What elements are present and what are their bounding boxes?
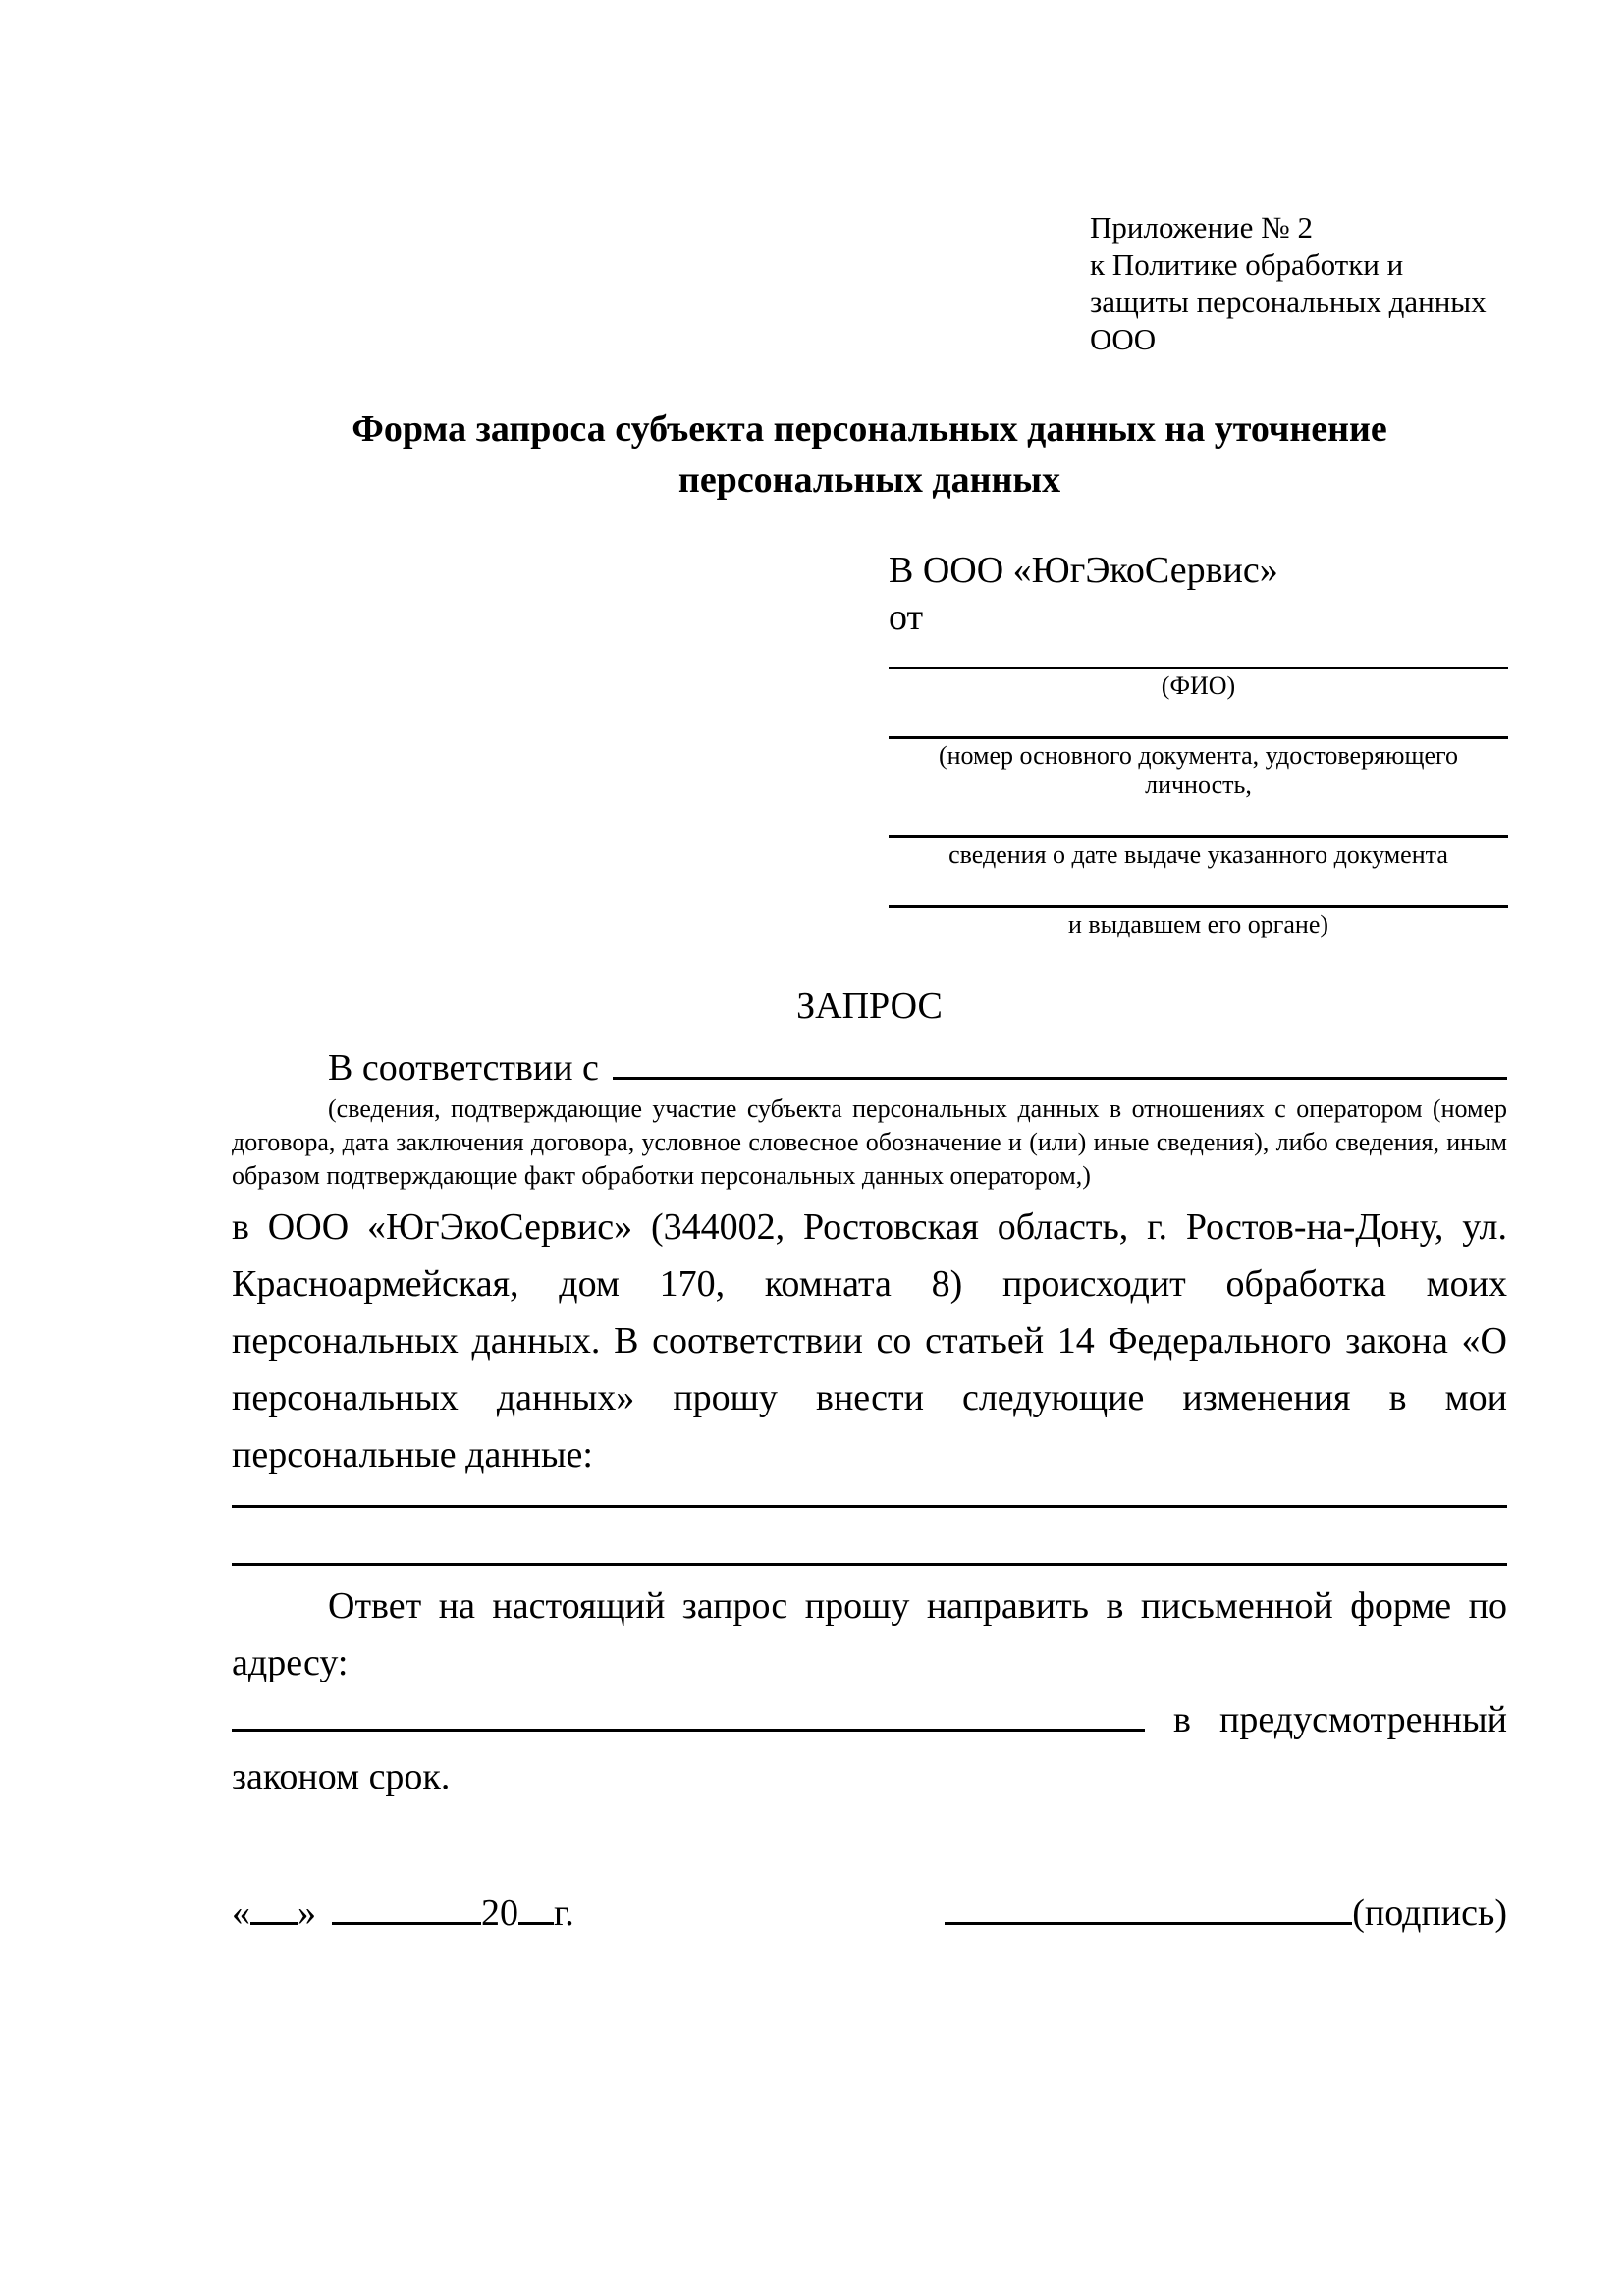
addressee-from-label: от — [889, 597, 924, 638]
appendix-line: Приложение № 2 — [1090, 210, 1313, 244]
answer-end: законом срок. — [232, 1756, 451, 1797]
month-input-line — [332, 1922, 481, 1925]
issue-date-input-line — [889, 800, 1508, 838]
fio-field — [889, 641, 1508, 701]
addressee-block — [889, 547, 1508, 939]
appendix-line: ООО — [1090, 322, 1157, 356]
signature-caption: (подпись) — [1352, 1893, 1507, 1934]
date-close-quote: » — [298, 1893, 316, 1934]
fio-input-line — [889, 641, 1508, 669]
accordance-lead: В соответствии с — [328, 1047, 599, 1089]
issuing-authority-caption: и выдавшем его органе) — [1067, 910, 1329, 938]
date-field — [232, 1890, 574, 1937]
date-open-quote: « — [232, 1893, 250, 1934]
signature-field — [945, 1890, 1507, 1937]
addressee-to: В ООО «ЮгЭкоСервис» — [889, 550, 1278, 591]
issue-date-caption: сведения о дате выдаче указанного документа — [948, 840, 1448, 869]
form-title: Форма запроса субъекта персональных данных на уточнение персональных данных — [352, 408, 1387, 501]
appendix-line: к Политике обработки и — [1090, 247, 1404, 282]
document-number-input-line — [889, 701, 1508, 739]
appendix-note — [1090, 209, 1542, 358]
date-year-prefix: 20 — [481, 1893, 518, 1934]
answer-word-in: в — [1173, 1699, 1191, 1740]
body-paragraph: в ООО «ЮгЭкоСервис» (344002, Ростовская область, г. Ростов-на-Дону, ул. Красноармейская, дом 170, комната 8) происходит обработка моих персональных данных. В соответствии со статьей 14 Федерального закона «О персональных данных» прошу внести следующие изменения в мои персональные данные: — [232, 1206, 1507, 1475]
changes-input-line — [232, 1483, 1507, 1508]
fio-caption: (ФИО) — [1161, 671, 1236, 700]
address-input-line — [232, 1729, 1145, 1732]
changes-input-line — [232, 1508, 1507, 1566]
year-input-line — [518, 1922, 554, 1925]
issuing-authority-input-line — [889, 870, 1508, 908]
answer-word-stipulated: предусмотренный — [1219, 1699, 1507, 1740]
document-number-field — [889, 701, 1508, 800]
day-input-line — [250, 1922, 298, 1925]
date-year-suffix: г. — [554, 1893, 574, 1934]
issue-date-field — [889, 800, 1508, 870]
issuing-authority-field — [889, 870, 1508, 939]
appendix-line: защиты персональных данных — [1090, 285, 1487, 319]
request-heading: ЗАПРОС — [796, 986, 943, 1027]
date-signature-row — [232, 1890, 1507, 1937]
signature-input-line — [945, 1922, 1352, 1925]
accordance-footnote: (сведения, подтверждающие участие субъекта персональных данных в отношениях с оператором (номер договора, дата заключения договора, условное словесное обозначение и (или) иные сведения), либо сведения, иным образом подтверждающие факт обработки персональных данных оператором,) — [232, 1095, 1507, 1190]
answer-lead: Ответ на настоящий запрос прошу направить в письменной форме по адресу: — [232, 1585, 1507, 1683]
accordance-input-line — [613, 1077, 1507, 1080]
accordance-row — [232, 1043, 1507, 1093]
answer-address-row — [232, 1691, 1507, 1748]
document-number-caption: (номер основного документа, удостоверяющего личность, — [938, 741, 1459, 799]
